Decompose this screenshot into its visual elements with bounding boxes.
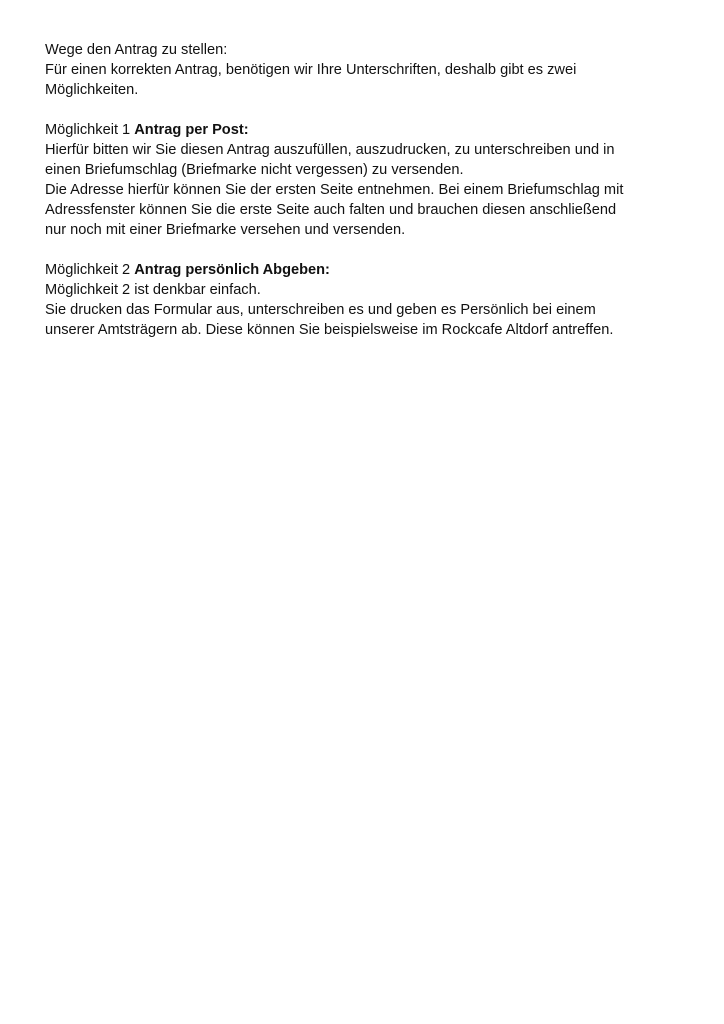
option1-line: Adressfenster können Sie die erste Seite auch falten und brauchen diesen anschließend	[45, 202, 617, 218]
option1-line: nur noch mit einer Briefmarke versehen und versenden.	[45, 222, 406, 238]
option2-prefix: Möglichkeit 2	[45, 262, 135, 278]
option1-title: Antrag per Post:	[134, 122, 249, 138]
paragraph-gap	[45, 240, 685, 260]
option1-line: Die Adresse hierfür können Sie der ersten Seite entnehmen. Bei einem Briefumschlag mit	[45, 182, 624, 198]
option1-prefix: Möglichkeit 1	[45, 122, 135, 138]
intro-line: Für einen korrekten Antrag, benötigen wir Ihre Unterschriften, deshalb gibt es zwei	[45, 62, 577, 78]
option1-line: einen Briefumschlag (Briefmarke nicht vergessen) zu versenden.	[45, 162, 464, 178]
option1-heading	[45, 120, 685, 140]
option2-line: unserer Amtsträgern ab. Diese können Sie beispielsweise im Rockcafe Altdorf antreffen.	[45, 322, 614, 338]
option2-title: Antrag persönlich Abgeben:	[134, 262, 330, 278]
intro-heading: Wege den Antrag zu stellen:	[45, 42, 228, 58]
option2-heading	[45, 260, 685, 280]
document-body	[45, 40, 685, 340]
paragraph-gap	[45, 100, 685, 120]
option2-line: Sie drucken das Formular aus, unterschreiben es und geben es Persönlich bei einem	[45, 302, 596, 318]
option2-line: Möglichkeit 2 ist denkbar einfach.	[45, 282, 261, 298]
option1-line: Hierfür bitten wir Sie diesen Antrag auszufüllen, auszudrucken, zu unterschreiben und in	[45, 142, 615, 158]
intro-line: Möglichkeiten.	[45, 82, 139, 98]
